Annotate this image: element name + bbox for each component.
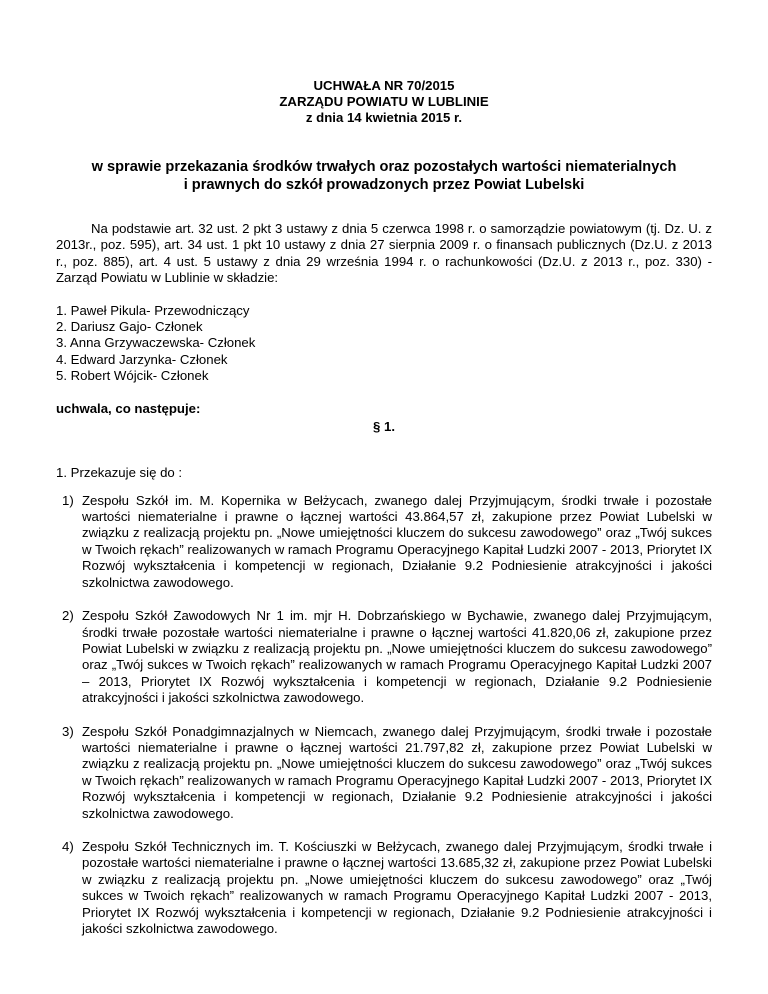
list-item-number: 3): [62, 723, 74, 739]
board-member: 4. Edward Jarzynka- Członek: [56, 351, 228, 367]
list-item: [56, 608, 712, 706]
list-item: [56, 724, 712, 822]
board-member: 5. Robert Wójcik- Członek: [56, 368, 209, 384]
list-item-number: 1): [62, 492, 74, 508]
legal-basis-paragraph: Na podstawie art. 32 ust. 2 pkt 3 ustawy z dnia 5 czerwca 1998 r. o samorządzie powiatowym (tj. Dz. U. z 2013r., poz. 595), art. 34 ust. 1 pkt 10 ustawy z dnia 27 sierpnia 2009 r. o finansach publicznych (Dz.U. z 2013 r., poz. 885), art. 4 ust. 5 ustawy z dnia 29 września 1994 r. o rachunkowości (Dz.U. z 2013 r., poz. 330) - Zarząd Powiatu w Lublinie w składzie:: [56, 221, 712, 286]
resolution-header: [56, 78, 712, 126]
list-item: [56, 493, 712, 591]
resolves-statement: uchwala, co następuje:: [56, 400, 201, 416]
list-item-number: 4): [62, 838, 74, 854]
section-intro: 1. Przekazuje się do :: [56, 464, 183, 480]
board-member: 3. Anna Grzywaczewska- Członek: [56, 335, 256, 351]
resolution-number: UCHWAŁA NR 70/2015: [313, 78, 455, 93]
list-item: [56, 839, 712, 937]
board-member: 1. Paweł Pikula- Przewodniczący: [56, 302, 250, 318]
board-member: 2. Dariusz Gajo- Członek: [56, 319, 203, 335]
subject-line-2: i prawnych do szkół prowadzonych przez Powiat Lubelski: [183, 177, 585, 193]
transfer-items-list: [56, 493, 712, 938]
list-item-text: Zespołu Szkół im. M. Kopernika w Bełżycach, zwanego dalej Przyjmującym, środki trwałe i pozostałe wartości niematerialne i prawne o łącznej wartości 43.864,57 zł, zakupione przez Powiat Lubelski w związku z realizacją projektu pn. „Nowe umiejętności kluczem do sukcesu zawodowego” oraz „Twój sukces w Twoich rękach” realizowanych w ramach Programu Operacyjnego Kapitał Ludzki 2007 - 2013, Priorytet IX Rozwój wykształcenia i kompetencji w regionach, Działanie 9.2 Podniesienie atrakcyjności i jakości szkolnictwa zawodowego.: [82, 492, 712, 590]
section-heading: § 1.: [373, 418, 395, 434]
list-item-text: Zespołu Szkół Technicznych im. T. Kościuszki w Bełżycach, zwanego dalej Przyjmującym, środki trwałe i pozostałe wartości niematerialne i prawne o łącznej wartości 13.685,32 zł, zakupione przez Powiat Lubelski w związku z realizacją projektu pn. „Nowe umiejętności kluczem do sukcesu zawodowego” oraz „Twój sukces w Twoich rękach” realizowanych w ramach Programu Operacyjnego Kapitał Ludzki 2007 - 2013, Priorytet IX Rozwój wykształcenia i kompetencji w regionach, Działanie 9.2 Podniesienie atrakcyjności i jakości szkolnictwa zawodowego.: [82, 838, 712, 936]
issuing-body: ZARZĄDU POWIATU W LUBLINIE: [279, 94, 489, 109]
resolution-subject: [56, 158, 712, 194]
list-item-text: Zespołu Szkół Zawodowych Nr 1 im. mjr H. Dobrzańskiego w Bychawie, zwanego dalej Przyjmującym, środki trwałe pozostałe wartości niematerialne i prawne o łącznej wartości 41.820,06 zł, zakupione przez Powiat Lubelski w związku z realizacją projektu pn. „Nowe umiejętności kluczem do sukcesu zawodowego” oraz „Twój sukces w Twoich rękach” realizowanych w ramach Programu Operacyjnego Kapitał Ludzki 2007 – 2013, Priorytet IX Rozwój wykształcenia i kompetencji w regionach, Działanie 9.2 Podniesienie atrakcyjności i jakości szkolnictwa zawodowego.: [82, 608, 712, 706]
list-item-text: Zespołu Szkół Ponadgimnazjalnych w Niemcach, zwanego dalej Przyjmującym, środki trwałe i pozostałe wartości niematerialne i prawne o łącznej wartości 21.797,82 zł, zakupione przez Powiat Lubelski w związku z realizacją projektu pn. „Nowe umiejętności kluczem do sukcesu zawodowego” oraz „Twój sukces w Twoich rękach” realizowanych w ramach Programu Operacyjnego Kapitał Ludzki 2007 - 2013, Priorytet IX Rozwój wykształcenia i kompetencji w regionach, Działanie 9.2 Podniesienie atrakcyjności i jakości szkolnictwa zawodowego.: [82, 723, 712, 821]
subject-line-1: w sprawie przekazania środków trwałych oraz pozostałych wartości niematerialnych: [91, 159, 677, 175]
list-item-number: 2): [62, 608, 74, 624]
resolution-date: z dnia 14 kwietnia 2015 r.: [305, 110, 463, 125]
board-members-list: [56, 303, 712, 385]
